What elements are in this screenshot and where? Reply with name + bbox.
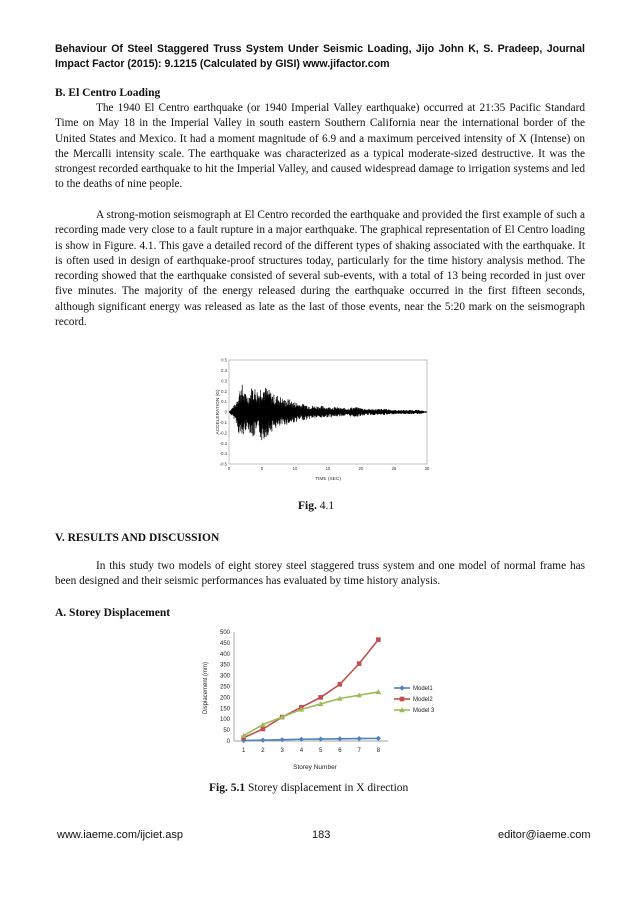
data-point-marker [280,737,285,742]
y-tick-label: -0.2 [219,430,227,436]
y-tick-label: 0 [226,739,230,745]
figure-5-1-caption [209,782,408,794]
series-group [241,637,381,743]
caption-text: Storey displacement in X direction [245,782,409,794]
caption-label: Fig. [298,500,317,512]
data-point-marker [357,736,362,741]
x-tick-label: 25 [391,466,397,471]
y-tick-label: 0.5 [221,357,227,363]
y-tick-label: 450 [219,640,230,647]
x-tick-label: 6 [338,748,342,754]
paragraph-results: In this study two models of eight storey steel staggered truss system and one model of normal frame has been designed and their seismic performances has evaluated by time history analysis. [55,560,585,588]
footer-email-link[interactable]: editor@iaeme.com [498,829,591,841]
series-line [244,640,379,738]
figure-4-1-caption [298,500,334,512]
y-tick-labels [220,630,231,745]
legend-item [394,697,433,703]
x-tick-label: 4 [299,748,304,754]
x-axis-label: Storey Number [293,764,337,771]
x-tick-label: 5 [318,748,323,754]
x-tick-label: 0 [227,466,231,471]
legend-label: Model1 [413,686,433,692]
data-point-marker [338,682,343,687]
data-point-marker [261,727,266,732]
caption-label: Fig. 5.1 [209,782,246,794]
caption-number: 4.1 [316,500,335,512]
data-point-marker [399,685,404,690]
legend-label: Model 3 [413,708,435,714]
data-point-marker [260,738,265,743]
data-point-marker [357,661,362,666]
y-tick-label: -0.3 [219,440,227,446]
x-tick-label: 3 [280,748,284,754]
y-tick-label: -0.1 [219,420,227,425]
paragraph-el-centro-1: The 1940 El Centro earthquake (or 1940 Imperial Valley earthquake) occurred at 21:35 Pacific Standard Time on May 18 in the Imperial Valley in south eastern Southern California near the international border of the United States and Mexico. It had a moment magnitude of 6.9 and a maximum perceived intensity of X (Intense) on the Mercalli intensity scale. The earthquake was characterized as a typical moderate-sized destructive. It was the strongest recorded earthquake to hit the Imperial Valley, and caused widespread damage to irrigation systems and led to the deaths of nine people. [55,102,585,191]
legend [394,685,435,714]
y-tick-label: 200 [219,695,230,702]
y-tick-label: -0.5 [219,461,227,467]
y-tick-label: -0.4 [219,451,227,457]
x-tick-label: 10 [292,466,298,471]
figure-4-1-accelerogram [212,354,432,484]
x-tick-labels [228,466,430,471]
paragraph-el-centro-2: A strong-motion seismograph at El Centro recorded the earthquake and provided the first example of such a recording made very close to a fault rupture in a major earthquake. The graphical representation of El Centro loading is show in Figure. 4.1. This gave a detailed record of the different types of shaking associated with the earthquake. It is often used in design of earthquake-proof structures today, particularly for the time history analysis method. The recording showed that the earthquake consisted of several sub-events, with a total of 13 being recorded in just over five minutes. The majority of the energy released during the earthquake occurred in the first fifteen seconds, although significant energy was released as late as the last of those events, near the 5:20 mark on the seismograph record. [55,209,585,329]
x-tick-label: 2 [261,748,265,754]
y-tick-label: 0.4 [221,368,227,373]
y-tick-label: 100 [219,717,230,724]
x-axis-label: TIME (SEC) [315,477,341,482]
data-point-marker [400,697,405,702]
x-tick-labels [242,748,381,754]
y-tick-label: 150 [219,706,230,713]
x-tick-label: 20 [358,466,364,471]
y-axis-label: Displacement (mm) [203,661,209,715]
x-tick-label: 8 [376,748,381,754]
legend-label: Model2 [413,697,433,703]
figure-5-1-storey-displacement [196,622,466,774]
section-heading-results: V. RESULTS AND DISCUSSION [55,532,220,544]
y-tick-label: 350 [219,662,230,669]
y-tick-label: 0.2 [221,388,227,394]
legend-item [394,707,435,714]
y-tick-label: 0.1 [221,399,227,405]
y-tick-label: 400 [219,651,230,658]
legend-item [394,685,433,692]
y-axis-label: ACCELERATION (G) [216,389,221,435]
y-tick-label: 300 [219,673,230,680]
series-model1 [241,736,381,743]
data-point-marker [376,736,381,741]
y-tick-label: 0 [224,409,227,415]
y-tick-label: 500 [219,630,230,636]
x-tick-label: 5 [260,466,264,471]
x-tick-label: 30 [424,466,430,471]
x-tick-label: 1 [241,748,246,754]
y-tick-label: 50 [223,728,230,735]
x-tick-label: 7 [357,748,361,754]
section-heading-el-centro: B. El Centro Loading [55,87,161,99]
section-heading-storey-displacement: A. Storey Displacement [55,607,171,619]
data-point-marker [318,695,323,700]
data-point-marker [376,637,381,642]
data-point-marker [337,736,342,741]
footer-website-link[interactable]: www.iaeme.com/ijciet.asp [57,829,183,841]
footer-page-number: 183 [312,829,331,841]
x-tick-label: 15 [325,466,331,471]
running-header: Behaviour Of Steel Staggered Truss System Under Seismic Loading, Jijo John K, S. Pradeep, Journal Impact Factor (2015): 9.1215 (Calculated by GISI) www.jifactor.com [55,43,585,70]
y-tick-label: 0.3 [221,378,227,384]
y-tick-label: 250 [219,684,230,691]
